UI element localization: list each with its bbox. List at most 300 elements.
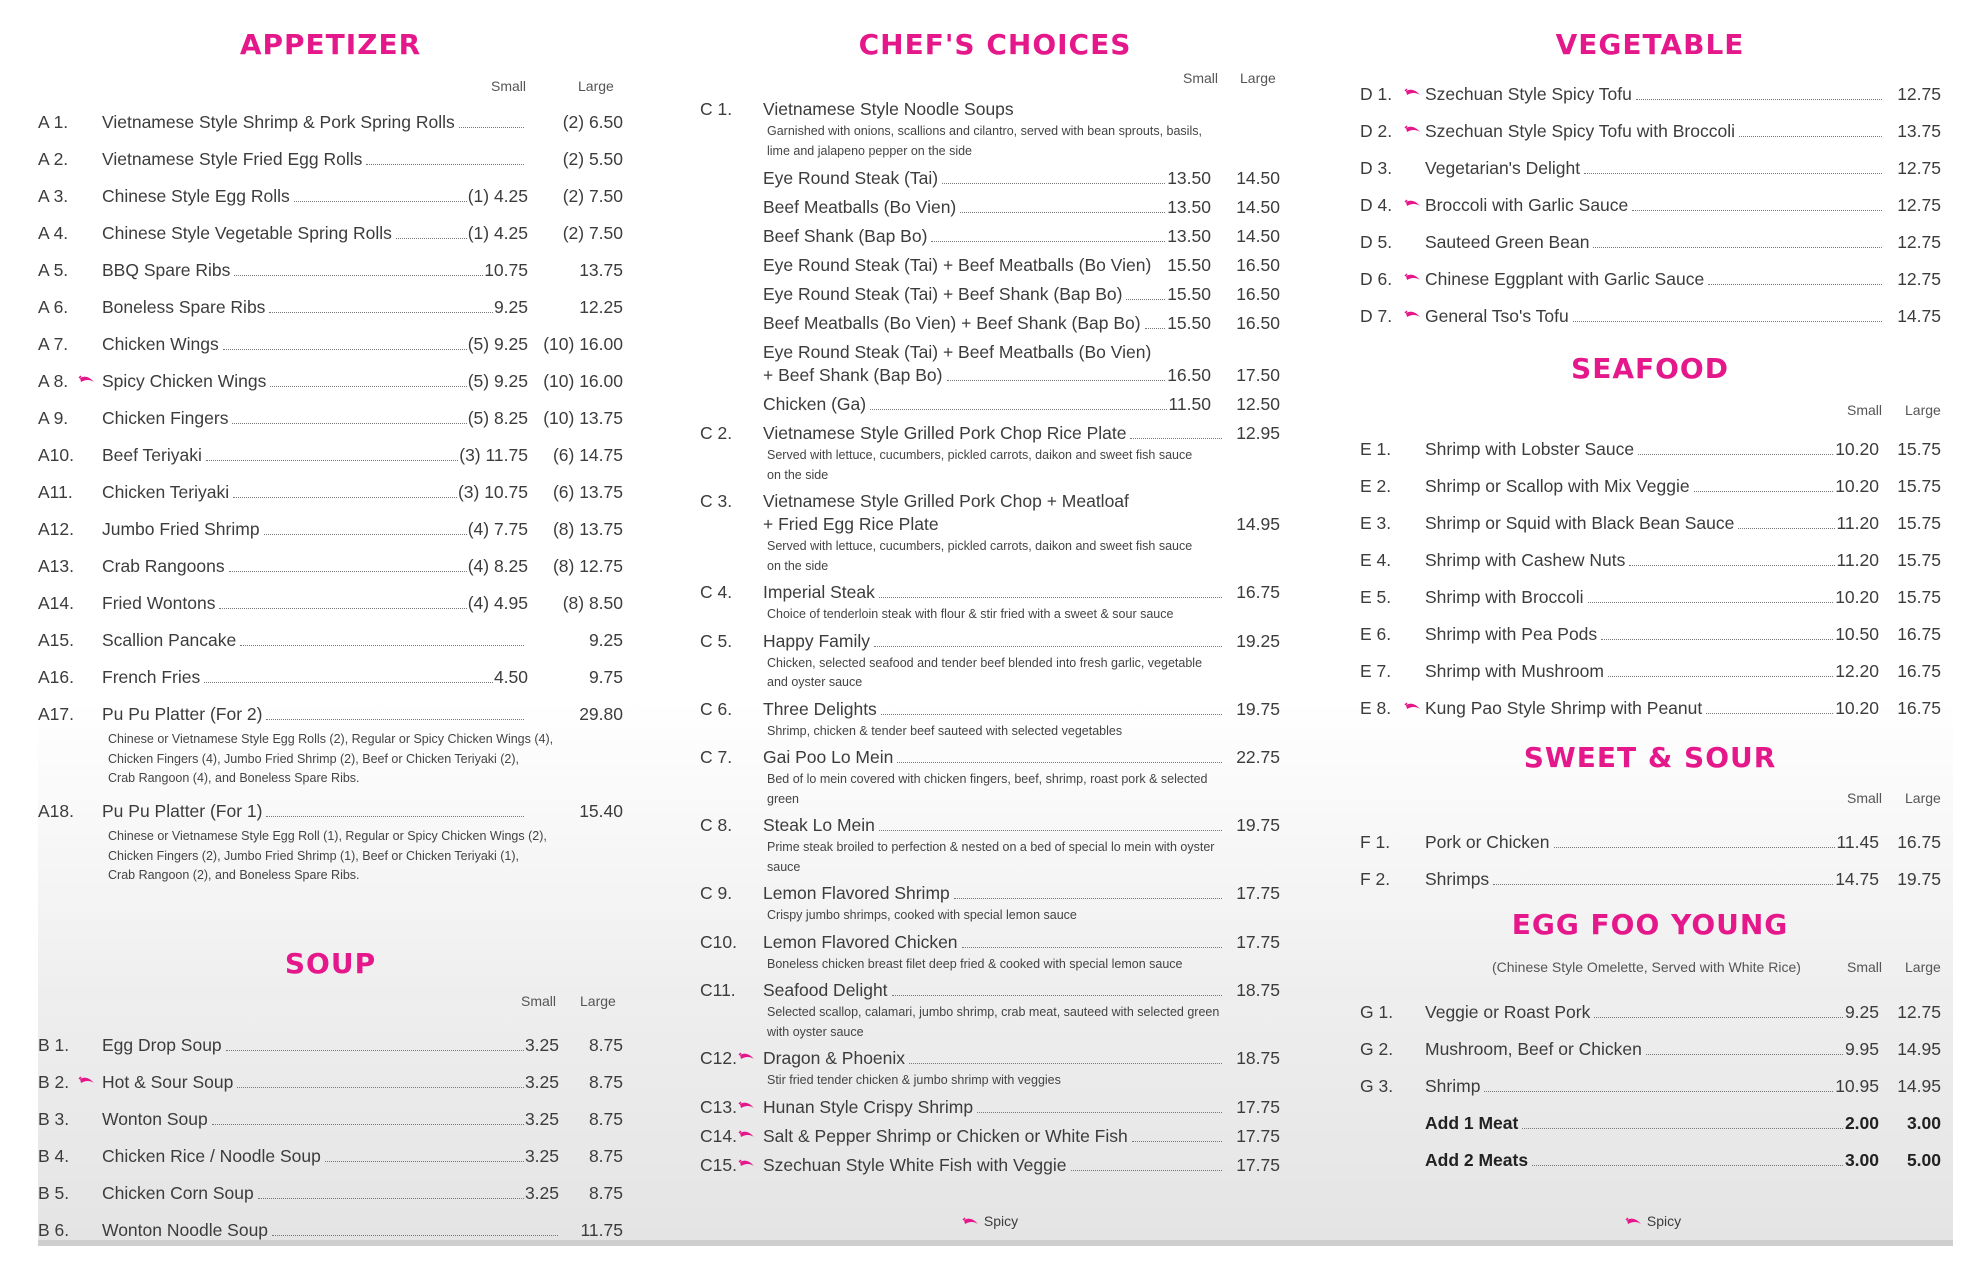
price-large: 12.75 bbox=[1897, 1002, 1941, 1022]
item-name-continued: + Beef Shank (Bap Bo) bbox=[763, 365, 943, 385]
item-description: Selected scallop, calamari, jumbo shrimp, crab meat, sauteed with selected green bbox=[767, 1005, 1220, 1019]
menu-item-row bbox=[700, 580, 1300, 604]
price-large: (2) 7.50 bbox=[562, 186, 623, 206]
price-small: 15.50 bbox=[1167, 255, 1211, 275]
menu-item-row bbox=[38, 799, 628, 823]
dotted-leader bbox=[1601, 639, 1833, 640]
header-large: Large bbox=[1905, 402, 1941, 418]
menu-item-row bbox=[1360, 867, 1960, 891]
menu-item-row bbox=[38, 221, 628, 245]
header-small: Small bbox=[1183, 70, 1219, 86]
dotted-leader bbox=[1588, 602, 1833, 603]
price-small: 4.50 bbox=[493, 667, 528, 687]
item-name: Broccoli with Garlic Sauce bbox=[1425, 195, 1629, 215]
price-large: 8.75 bbox=[588, 1035, 623, 1055]
item-description: Prime steak broiled to perfection & nested on a bed of special lo mein with oyster bbox=[767, 840, 1215, 854]
price-small: 3.25 bbox=[524, 1109, 559, 1129]
item-name: Boneless Spare Ribs bbox=[102, 297, 266, 317]
dotted-leader bbox=[1632, 210, 1882, 211]
price-small: 10.50 bbox=[1835, 624, 1879, 644]
item-code: E 8. bbox=[1360, 698, 1392, 718]
price-small: (4) 8.25 bbox=[467, 556, 528, 576]
price-large: 16.75 bbox=[1897, 624, 1941, 644]
item-code: D 3. bbox=[1360, 158, 1393, 178]
menu-item-row bbox=[1360, 548, 1960, 572]
item-name: Vietnamese Style Noodle Soups bbox=[763, 99, 1014, 119]
menu-item-row bbox=[38, 258, 628, 282]
price-single: 12.75 bbox=[1897, 158, 1941, 178]
item-name: Shrimp with Lobster Sauce bbox=[1425, 439, 1635, 459]
dotted-leader bbox=[1706, 713, 1833, 714]
item-name: Shrimp or Scallop with Mix Veggie bbox=[1425, 476, 1690, 496]
item-name: Wonton Noodle Soup bbox=[102, 1220, 269, 1240]
price-large: 15.75 bbox=[1897, 439, 1941, 459]
item-name: Shrimp bbox=[1425, 1076, 1481, 1096]
dotted-leader bbox=[960, 212, 1165, 213]
price-small: 12.20 bbox=[1835, 661, 1879, 681]
dotted-leader bbox=[396, 238, 467, 239]
item-name: Pu Pu Platter (For 2) bbox=[102, 704, 263, 724]
price-large: (2) 7.50 bbox=[562, 223, 623, 243]
price-large: 16.50 bbox=[1236, 313, 1280, 333]
menu-item-row bbox=[38, 1107, 628, 1131]
price-small: 9.25 bbox=[493, 297, 528, 317]
price-small: 3.25 bbox=[524, 1183, 559, 1203]
menu-item-row bbox=[38, 184, 628, 208]
section-title-sweet-sour: SWEET & SOUR bbox=[1523, 741, 1777, 774]
item-code: C11. bbox=[700, 980, 736, 1000]
price-single: 18.75 bbox=[1236, 980, 1280, 1000]
item-description: Shrimp, chicken & tender beef sauteed with selected vegetables bbox=[767, 723, 1123, 738]
dotted-leader bbox=[294, 201, 467, 202]
noodle-soup-option-line2 bbox=[700, 363, 1300, 387]
item-name: Kung Pao Style Shrimp with Peanut bbox=[1425, 698, 1703, 718]
item-name: Salt & Pepper Shrimp or Chicken or White Fish bbox=[763, 1125, 1128, 1146]
dotted-leader bbox=[229, 571, 467, 572]
item-name: Vegetarian's Delight bbox=[1425, 158, 1581, 178]
menu-item-row bbox=[700, 1046, 1300, 1070]
dotted-leader bbox=[212, 1124, 524, 1125]
chili-pepper-icon bbox=[1625, 1217, 1643, 1227]
item-code: A 3. bbox=[38, 186, 69, 206]
item-code: D 5. bbox=[1360, 232, 1393, 252]
item-code: E 3. bbox=[1360, 513, 1392, 533]
item-code: B 5. bbox=[38, 1183, 70, 1203]
item-description: Chicken Fingers (2), Jumbo Fried Shrimp (1), Beef or Chicken Teriyaki (1), bbox=[108, 848, 520, 863]
dotted-leader bbox=[264, 534, 467, 535]
price-single: 12.75 bbox=[1897, 269, 1941, 289]
item-name: Spicy Chicken Wings bbox=[102, 371, 267, 391]
item-name: Wonton Soup bbox=[102, 1109, 208, 1129]
price-small: (5) 9.25 bbox=[467, 334, 528, 354]
price-large: 9.25 bbox=[588, 630, 623, 650]
dotted-leader bbox=[234, 275, 483, 276]
item-description: Chinese or Vietnamese Style Egg Roll (1), Regular or Spicy Chicken Wings (2), bbox=[108, 829, 547, 843]
price-large: (10) 16.00 bbox=[543, 334, 623, 354]
item-description: lime and jalapeno pepper on the side bbox=[767, 143, 973, 158]
menu-item-row bbox=[1360, 193, 1960, 217]
menu-item-row bbox=[38, 443, 628, 467]
dotted-leader bbox=[1608, 676, 1833, 677]
price-single: 22.75 bbox=[1236, 747, 1280, 767]
price-small: (5) 8.25 bbox=[467, 408, 528, 428]
menu-item-row bbox=[1360, 156, 1960, 180]
menu-item-row bbox=[38, 1218, 628, 1242]
item-code: D 7. bbox=[1360, 306, 1393, 326]
item-code: A 8. bbox=[38, 371, 69, 391]
menu-item-row bbox=[38, 332, 628, 356]
item-code: G 3. bbox=[1360, 1076, 1394, 1096]
item-code: B 6. bbox=[38, 1220, 70, 1240]
price-small: (1) 4.25 bbox=[467, 223, 528, 243]
price-large: 14.95 bbox=[1897, 1039, 1941, 1059]
price-single: 14.75 bbox=[1897, 306, 1941, 326]
item-name: Eye Round Steak (Tai) + Beef Meatballs (Bo Vien) bbox=[763, 342, 1152, 362]
item-name: Eye Round Steak (Tai) + Beef Shank (Bap Bo) bbox=[763, 284, 1123, 304]
item-name: Shrimp with Broccoli bbox=[1425, 587, 1584, 607]
addon-row bbox=[1360, 1111, 1960, 1135]
item-code: A18. bbox=[38, 801, 74, 821]
price-large: (2) 5.50 bbox=[562, 149, 623, 169]
item-code: G 1. bbox=[1360, 1002, 1394, 1022]
dotted-leader bbox=[266, 719, 524, 720]
spicy-legend bbox=[962, 1213, 1018, 1229]
menu-item-row bbox=[38, 665, 628, 689]
item-code: C10. bbox=[700, 931, 737, 952]
noodle-soup-option bbox=[700, 253, 1300, 277]
dotted-leader bbox=[233, 497, 457, 498]
item-name: Vietnamese Style Shrimp & Pork Spring Rolls bbox=[102, 112, 455, 132]
price-large: 13.75 bbox=[579, 260, 623, 280]
item-description: on the side bbox=[767, 558, 829, 573]
item-name: Egg Drop Soup bbox=[102, 1035, 222, 1055]
spicy-legend-label: Spicy bbox=[1646, 1213, 1682, 1229]
menu-item-row bbox=[1360, 230, 1960, 254]
spicy-legend-label: Spicy bbox=[983, 1213, 1019, 1229]
noodle-soup-option bbox=[700, 340, 1300, 364]
item-name: Eye Round Steak (Tai) bbox=[763, 168, 939, 188]
item-code: A 2. bbox=[38, 149, 69, 169]
price-large: (10) 16.00 bbox=[543, 371, 623, 391]
menu-item-row bbox=[1360, 267, 1960, 291]
price-large: 8.75 bbox=[588, 1072, 623, 1092]
dotted-leader bbox=[962, 947, 1222, 948]
menu-item-row bbox=[700, 881, 1300, 905]
price-small: 9.25 bbox=[1844, 1002, 1879, 1022]
item-code: E 2. bbox=[1360, 476, 1392, 496]
item-code: C 9. bbox=[700, 883, 733, 903]
item-code: C13. bbox=[700, 1096, 737, 1117]
item-name: Pork or Chicken bbox=[1425, 832, 1550, 852]
item-name: Dragon & Phoenix bbox=[763, 1048, 906, 1068]
price-large: (6) 13.75 bbox=[552, 482, 623, 502]
item-description: Chinese or Vietnamese Style Egg Rolls (2), Regular or Spicy Chicken Wings (4), bbox=[108, 732, 554, 746]
price-small: 10.20 bbox=[1835, 439, 1879, 459]
price-small: 13.50 bbox=[1167, 168, 1211, 188]
item-name: Shrimps bbox=[1425, 869, 1490, 889]
dotted-leader bbox=[240, 645, 524, 646]
item-code: B 4. bbox=[38, 1146, 70, 1166]
item-name-continued: + Fried Egg Rice Plate bbox=[763, 514, 939, 534]
menu-item-row bbox=[1360, 437, 1960, 461]
item-code: C 1. bbox=[700, 99, 733, 119]
item-code: E 7. bbox=[1360, 661, 1392, 681]
noodle-soup-option bbox=[700, 392, 1300, 416]
menu-item-row bbox=[38, 406, 628, 430]
item-name: General Tso's Tofu bbox=[1425, 306, 1569, 326]
item-name: Sauteed Green Bean bbox=[1425, 232, 1590, 252]
dotted-leader bbox=[1636, 99, 1882, 100]
price-small: 11.20 bbox=[1836, 550, 1879, 570]
item-description: Crab Rangoon (2), and Boneless Spare Ribs. bbox=[108, 868, 360, 882]
item-name: Chicken (Ga) bbox=[763, 394, 867, 414]
menu-item-row bbox=[1360, 82, 1960, 106]
menu-item-row bbox=[700, 1124, 1300, 1148]
item-name: Gai Poo Lo Mein bbox=[763, 747, 894, 767]
item-name: Shrimp with Mushroom bbox=[1425, 661, 1604, 681]
menu-item-row bbox=[38, 517, 628, 541]
noodle-soup-option bbox=[700, 282, 1300, 306]
menu-item-row bbox=[1360, 659, 1960, 683]
price-small: (1) 4.25 bbox=[467, 186, 528, 206]
dotted-leader bbox=[366, 164, 524, 165]
item-code: A12. bbox=[38, 519, 74, 539]
menu-item-row bbox=[1360, 1000, 1960, 1024]
item-description: sauce bbox=[767, 859, 801, 874]
item-code: E 6. bbox=[1360, 624, 1392, 644]
item-code: A14. bbox=[38, 593, 74, 613]
dotted-leader bbox=[1071, 1170, 1223, 1171]
dotted-leader bbox=[942, 183, 1165, 184]
item-code: A 6. bbox=[38, 297, 69, 317]
item-code: A 1. bbox=[38, 112, 69, 132]
menu-item-row bbox=[700, 745, 1300, 769]
price-large: (6) 14.75 bbox=[552, 445, 623, 465]
dotted-leader bbox=[1593, 247, 1882, 248]
noodle-soup-option bbox=[700, 311, 1300, 335]
price-large: (8) 13.75 bbox=[552, 519, 623, 539]
price-large: 16.75 bbox=[1897, 698, 1941, 718]
item-code: F 1. bbox=[1360, 832, 1391, 852]
price-single: 17.75 bbox=[1236, 931, 1280, 952]
item-description: Choice of tenderloin steak with flour & stir fried with a sweet & sour sauce bbox=[767, 607, 1174, 621]
menu-item-row bbox=[700, 930, 1300, 954]
dotted-leader bbox=[1145, 328, 1165, 329]
dotted-leader bbox=[232, 423, 467, 424]
dotted-leader bbox=[881, 714, 1222, 715]
price-single: 19.25 bbox=[1236, 630, 1280, 651]
price-small: 11.45 bbox=[1836, 832, 1879, 852]
price-small: 15.50 bbox=[1167, 284, 1211, 304]
item-description: green bbox=[767, 791, 799, 806]
price-large: 12.50 bbox=[1236, 394, 1280, 414]
chili-pepper-icon bbox=[738, 1130, 756, 1140]
item-name: Mushroom, Beef or Chicken bbox=[1425, 1039, 1642, 1059]
price-single: 12.95 bbox=[1236, 423, 1280, 443]
price-small: 16.50 bbox=[1167, 365, 1211, 385]
menu-item-row bbox=[700, 1153, 1300, 1177]
price-large: (8) 8.50 bbox=[562, 593, 623, 613]
item-name: Chicken Teriyaki bbox=[102, 482, 230, 502]
section-title-vegetable: VEGETABLE bbox=[1555, 28, 1745, 61]
item-name: Chicken Corn Soup bbox=[102, 1183, 254, 1203]
item-name: French Fries bbox=[102, 667, 201, 687]
dotted-leader bbox=[1584, 173, 1882, 174]
dotted-leader bbox=[1629, 565, 1835, 566]
price-small: 3.25 bbox=[524, 1146, 559, 1166]
price-large: 9.75 bbox=[588, 667, 623, 687]
item-name: Shrimp with Cashew Nuts bbox=[1425, 550, 1626, 570]
item-code: E 5. bbox=[1360, 587, 1392, 607]
item-name: Jumbo Fried Shrimp bbox=[102, 519, 260, 539]
item-code: A15. bbox=[38, 630, 74, 650]
item-description: Chicken Fingers (4), Jumbo Fried Shrimp (2), Beef or Chicken Teriyaki (2), bbox=[108, 751, 520, 766]
dotted-leader bbox=[897, 762, 1222, 763]
price-small: 10.20 bbox=[1835, 587, 1879, 607]
addon-name: Add 2 Meats bbox=[1425, 1150, 1529, 1170]
item-code: D 2. bbox=[1360, 121, 1393, 141]
price-small: 3.25 bbox=[524, 1072, 559, 1092]
price-single: 17.75 bbox=[1236, 1154, 1280, 1175]
dotted-leader bbox=[266, 816, 524, 817]
dotted-leader bbox=[1132, 1141, 1222, 1142]
price-large: 15.75 bbox=[1897, 587, 1941, 607]
dotted-leader bbox=[1130, 438, 1222, 439]
menu-item-row bbox=[38, 1033, 628, 1057]
price-small: 11.50 bbox=[1168, 394, 1211, 414]
item-name: Chicken Rice / Noodle Soup bbox=[102, 1146, 321, 1166]
addon-name: Add 1 Meat bbox=[1425, 1113, 1519, 1133]
section-title-chefs-choices: CHEF'S CHOICES bbox=[858, 28, 1132, 61]
item-name: Chinese Style Vegetable Spring Rolls bbox=[102, 223, 392, 243]
section-title-seafood: SEAFOOD bbox=[1571, 352, 1729, 385]
header-small: Small bbox=[1847, 790, 1883, 806]
dotted-leader bbox=[1638, 454, 1833, 455]
price-single: 17.75 bbox=[1236, 1096, 1280, 1117]
item-name: Vietnamese Style Grilled Pork Chop + Meatloaf bbox=[763, 491, 1129, 511]
dotted-leader bbox=[1554, 847, 1836, 848]
price-small: 14.75 bbox=[1835, 869, 1879, 889]
item-name: Shrimp or Squid with Black Bean Sauce bbox=[1425, 513, 1735, 533]
item-name: Beef Meatballs (Bo Vien) + Beef Shank (Bap Bo) bbox=[763, 313, 1141, 333]
header-small: Small bbox=[491, 78, 527, 94]
section-title-soup: SOUP bbox=[284, 947, 377, 980]
price-single: 19.75 bbox=[1236, 698, 1280, 719]
menu-item-row bbox=[1360, 119, 1960, 143]
item-code: A10. bbox=[38, 445, 74, 465]
price-large: 15.40 bbox=[579, 801, 623, 821]
item-name: Chinese Style Egg Rolls bbox=[102, 186, 290, 206]
item-description: and oyster sauce bbox=[767, 675, 863, 689]
item-name: Vietnamese Style Grilled Pork Chop Rice Plate bbox=[763, 423, 1127, 443]
price-large: 8.75 bbox=[588, 1146, 623, 1166]
chili-pepper-icon bbox=[78, 375, 96, 385]
item-name: Beef Teriyaki bbox=[102, 445, 202, 465]
dotted-leader bbox=[870, 409, 1167, 410]
item-name: Shrimp with Pea Pods bbox=[1425, 624, 1598, 644]
menu-item-row bbox=[1360, 696, 1960, 720]
item-name: Veggie or Roast Pork bbox=[1425, 1002, 1591, 1022]
item-code: E 4. bbox=[1360, 550, 1392, 570]
menu-item-row bbox=[700, 978, 1300, 1002]
dotted-leader bbox=[237, 1087, 524, 1088]
item-code: D 1. bbox=[1360, 84, 1393, 104]
price-large: 29.80 bbox=[579, 704, 623, 724]
menu-item-row bbox=[700, 1095, 1300, 1119]
header-large: Large bbox=[580, 993, 616, 1009]
item-code: C 8. bbox=[700, 815, 733, 835]
item-name: Lemon Flavored Shrimp bbox=[763, 883, 950, 903]
menu-item-row bbox=[1360, 1037, 1960, 1061]
price-small: 10.20 bbox=[1835, 476, 1879, 496]
price-large: (8) 12.75 bbox=[552, 556, 623, 576]
item-code: A17. bbox=[38, 704, 74, 724]
item-code: E 1. bbox=[1360, 439, 1392, 459]
price-small: 10.95 bbox=[1835, 1076, 1879, 1096]
price-large: 14.50 bbox=[1236, 197, 1280, 217]
menu-item-row bbox=[1360, 1074, 1960, 1098]
egg-foo-young-subtitle: (Chinese Style Omelette, Served with White Rice) bbox=[1492, 959, 1801, 975]
item-description: Garnished with onions, scallions and cilantro, served with bean sprouts, basils, bbox=[767, 124, 1202, 138]
menu-item-row bbox=[38, 554, 628, 578]
dotted-leader bbox=[1573, 321, 1882, 322]
chili-pepper-icon bbox=[1404, 199, 1422, 209]
price-large: 14.95 bbox=[1897, 1076, 1941, 1096]
item-description: Stir fried tender chicken & jumbo shrimp with veggies bbox=[767, 1073, 1061, 1087]
price-large: 16.75 bbox=[1897, 832, 1941, 852]
price-large: 14.50 bbox=[1236, 168, 1280, 188]
chili-pepper-icon bbox=[1404, 310, 1422, 320]
dotted-leader bbox=[226, 1050, 524, 1051]
item-name: BBQ Spare Ribs bbox=[102, 260, 231, 280]
price-large: 16.50 bbox=[1236, 255, 1280, 275]
item-name: Eye Round Steak (Tai) + Beef Meatballs (Bo Vien) bbox=[763, 255, 1152, 275]
item-name: Crab Rangoons bbox=[102, 556, 225, 576]
dotted-leader bbox=[1493, 884, 1833, 885]
chili-pepper-icon bbox=[1404, 273, 1422, 283]
item-code: C 3. bbox=[700, 491, 733, 511]
item-name: Chinese Eggplant with Garlic Sauce bbox=[1425, 269, 1705, 289]
price-single: 16.75 bbox=[1236, 582, 1280, 602]
menu-item-row bbox=[38, 110, 628, 134]
price-large: 15.75 bbox=[1897, 513, 1941, 533]
item-code: B 1. bbox=[38, 1035, 70, 1055]
dotted-leader bbox=[879, 597, 1222, 598]
item-name: Lemon Flavored Chicken bbox=[763, 931, 958, 952]
menu-item-row bbox=[38, 480, 628, 504]
header-large: Large bbox=[1905, 959, 1941, 975]
dotted-leader bbox=[1694, 491, 1833, 492]
price-large: 15.75 bbox=[1897, 550, 1941, 570]
item-description: Boneless chicken breast filet deep fried & cooked with special lemon sauce bbox=[767, 956, 1183, 971]
dotted-leader bbox=[258, 1198, 524, 1199]
price-single: 17.75 bbox=[1236, 883, 1280, 903]
dotted-leader bbox=[219, 608, 467, 609]
price-large: 11.75 bbox=[580, 1220, 623, 1240]
item-description: with oyster sauce bbox=[767, 1024, 864, 1039]
menu-item-row bbox=[38, 591, 628, 615]
item-name: Szechuan Style Spicy Tofu with Broccoli bbox=[1425, 121, 1735, 141]
dotted-leader bbox=[272, 1235, 558, 1236]
dotted-leader bbox=[325, 1161, 524, 1162]
menu-item-row bbox=[38, 1070, 628, 1094]
price-single: 13.75 bbox=[1897, 121, 1941, 141]
chili-pepper-icon bbox=[78, 1076, 96, 1086]
price-large: 19.75 bbox=[1897, 869, 1941, 889]
item-code: C 7. bbox=[700, 747, 733, 767]
item-code: C 6. bbox=[700, 698, 733, 719]
price-large: 3.00 bbox=[1906, 1113, 1941, 1133]
